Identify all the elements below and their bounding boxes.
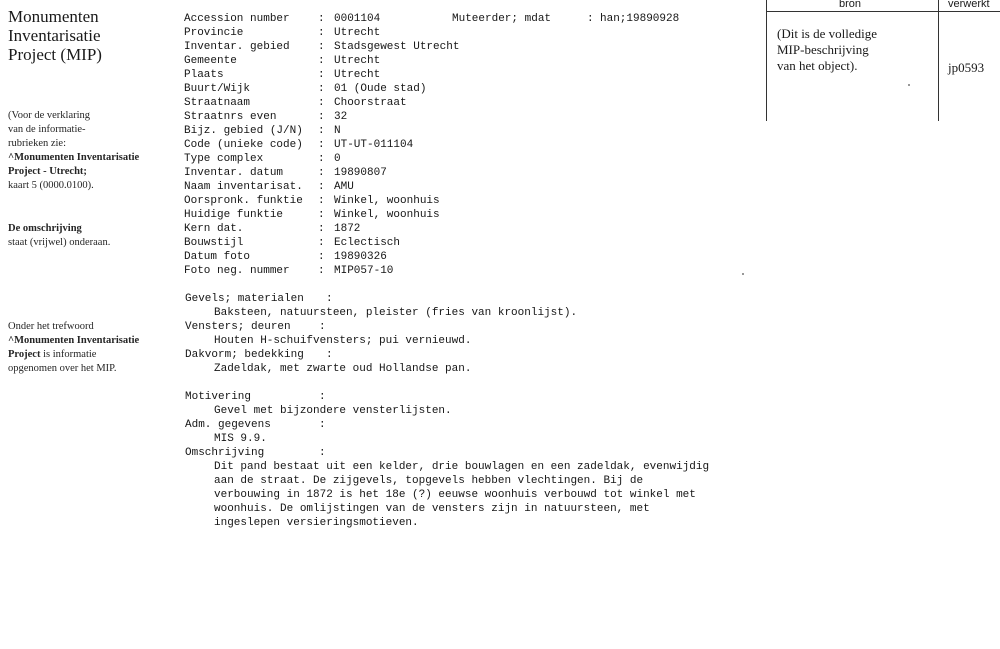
scan-speck [908,84,910,86]
mip-title [8,7,173,64]
note-explanation [8,109,173,193]
title-line-1: Monumenten [8,7,99,26]
note3-line3-bold[interactable]: Project [8,349,41,360]
record-colon: : [318,55,325,67]
note1-line2: van de informatie- [8,124,86,135]
note3-line3-rest: is informatie [40,349,97,360]
record-label: Datum foto [184,251,251,263]
record-label: Buurt/Wijk [184,83,251,95]
source-desc-line: van het object). [777,58,858,73]
source-desc-line: MIP-beschrijving [777,42,869,57]
record-label: Huidige funktie [184,209,284,221]
section-colon: : [326,293,333,305]
record-colon: : [318,27,325,39]
record-label: Foto neg. nummer [184,265,290,277]
record-value: UT-UT-011104 [334,139,414,151]
record-value: Utrecht [334,55,381,67]
description-line: verbouwing in 1872 is het 18e (?) eeuwse woonhuis verbouwd tot winkel met [214,489,696,501]
section-header: Vensters; deuren [185,321,291,333]
header-bron: bron [839,0,862,10]
record-colon: : [318,69,325,81]
source-box-divider [938,0,939,121]
title-line-3: Project (MIP) [8,45,102,64]
record-colon: : [318,209,325,221]
record-value: 19890807 [334,167,387,179]
record-colon: : [318,195,325,207]
sections-materials [185,292,577,376]
description-header: Omschrijving [185,447,265,459]
section-text: Baksteen, natuursteen, pleister (fries van kroonlijst). [214,307,578,319]
record-colon: : [318,265,325,277]
section-colon: : [326,349,333,361]
record-value: 1872 [334,223,361,235]
record-colon: : [318,181,325,193]
record-label: Accession number [184,13,290,25]
record-value: Winkel, woonhuis [334,209,440,221]
record-label: Inventar. datum [184,167,284,179]
processed-code: jp0593 [948,60,985,75]
section-colon: : [319,447,326,459]
description-line: aan de straat. De zijgevels, topgevels hebben vlechtingen. Bij de [214,475,644,487]
note1-line6: kaart 5 (0000.0100). [8,180,94,191]
note-description [8,222,173,250]
sections-motivation [185,390,709,530]
record-label: Inventar. gebied [184,41,290,53]
note2-bold: De omschrijving [8,223,82,234]
record-value: 01 (Oude stad) [334,83,427,95]
note1-link-mip-utrecht[interactable]: ^Monumenten Inventarisatie [8,152,140,163]
record-colon: : [318,125,325,137]
record-value: 0 [334,153,341,165]
record-colon: : [318,223,325,235]
section-header: Gevels; materialen [185,293,304,305]
note1-line5[interactable]: Project - Utrecht; [8,166,87,177]
record-value: Winkel, woonhuis [334,195,440,207]
description-line: ingeslepen versieringsmotieven. [214,517,419,529]
record-colon: : [318,41,325,53]
record-label: Code (unieke code) [184,139,303,151]
record-value: Choorstraat [334,97,407,109]
note3-line4: opgenomen over het MIP. [8,363,117,374]
section-header: Adm. gegevens [185,419,271,431]
record-label: Naam inventarisat. [184,181,303,193]
section-text: MIS 9.9. [214,433,267,445]
header-verwerkt: verwerkt [948,0,990,10]
section-text: Gevel met bijzondere vensterlijsten. [214,405,452,417]
title-line-2: Inventarisatie [8,26,101,45]
note-keyword [8,320,173,376]
record-value: MIP057-10 [334,265,394,277]
note2-line2: staat (vrijwel) onderaan. [8,237,111,248]
record-value: AMU [334,181,354,193]
record-label: Provincie [184,27,244,39]
record-label: Kern dat. [184,223,244,235]
record-colon: : [318,167,325,179]
record-value: Eclectisch [334,237,401,249]
section-header: Dakvorm; bedekking [185,349,304,361]
record-value: 0001104 [334,13,381,25]
section-colon: : [319,391,326,403]
source-desc-line: (Dit is de volledige [777,26,878,41]
note3-link-mip[interactable]: ^Monumenten Inventarisatie [8,335,140,346]
record-value: N [334,125,341,137]
section-colon: : [319,321,326,333]
section-colon: : [319,419,326,431]
record-colon: : [318,83,325,95]
record-value: Utrecht [334,69,381,81]
record-label: Straatnrs even [184,111,277,123]
record-label: Oorspronk. funktie [184,195,303,207]
record-colon: : [318,111,325,123]
record-colon: : [318,97,325,109]
mutator-value: han;19890928 [600,13,680,25]
note3-line1: Onder het trefwoord [8,321,94,332]
description-line: woonhuis. De omlijstingen van de vensters zijn in natuursteen, met [214,503,650,515]
record-value: Utrecht [334,27,381,39]
record-value: 19890326 [334,251,387,263]
note1-line1: (Voor de verklaring [8,110,91,121]
mutator-label: Muteerder; mdat [452,13,552,25]
description-line: Dit pand bestaat uit een kelder, drie bouwlagen en een zadeldak, evenwijdig [214,461,710,473]
section-text: Houten H-schuifvensters; pui vernieuwd. [214,335,472,347]
note1-line3: rubrieken zie: [8,138,67,149]
mutator-colon: : [587,13,594,25]
record-label: Straatnaam [184,97,251,109]
scan-speck [742,273,744,275]
record-label: Bouwstijl [184,237,244,249]
record-label: Plaats [184,69,224,81]
record-label: Type complex [184,153,264,165]
record-colon: : [318,13,325,25]
section-text: Zadeldak, met zwarte oud Hollandse pan. [214,363,472,375]
record-label: Bijz. gebied (J/N) [184,125,303,137]
record-colon: : [318,139,325,151]
record-label: Gemeente [184,55,237,67]
section-header: Motivering [185,391,252,403]
record-colon: : [318,237,325,249]
source-box [766,0,1000,121]
record-value: 32 [334,111,348,123]
record-colon: : [318,153,325,165]
record-colon: : [318,251,325,263]
record-value: Stadsgewest Utrecht [334,41,460,53]
source-description [777,26,932,74]
